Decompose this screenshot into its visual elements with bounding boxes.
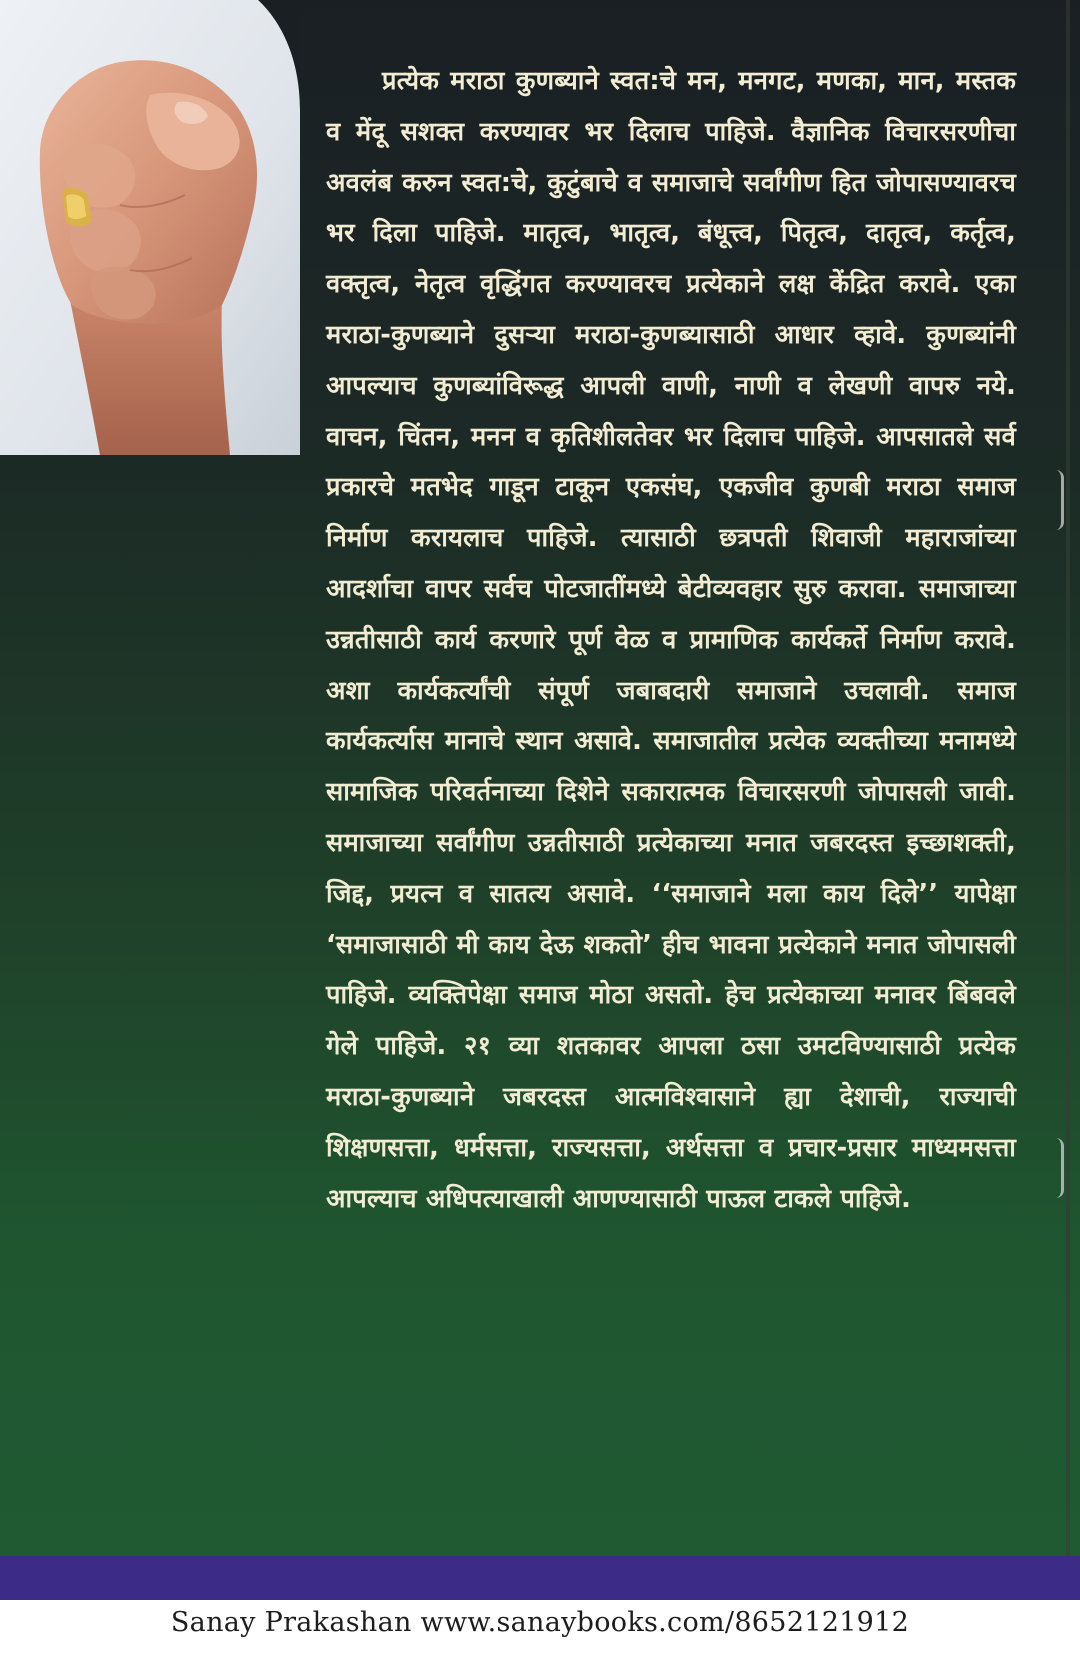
fist-photo	[0, 0, 300, 455]
body-paragraph: प्रत्येक मराठा कुणब्याने स्वत:चे मन, मनगट, मणका, मान, मस्तक व मेंदू सशक्त करण्यावर भर दिलाच पाहिजे. वैज्ञानिक विचारसरणीचा अवलंब करुन स्वत:चे, कुटुंबाचे व समाजाचे सर्वांगीण हित जोपासण्यावरच भर दिला पाहिजे. मातृत्व, भातृत्व, बंधूत्त्व, पितृत्व, दातृत्व, कर्तृत्व, वक्तृत्व, नेतृत्व वृद्धिंगत करण्यावरच प्रत्येकाने लक्ष केंद्रित करावे. एका मराठा-कुणब्याने दुसऱ्या मराठा-कुणब्यासाठी आधार व्हावे. कुणब्यांनी आपल्याच कुणब्यांविरूद्ध आपली वाणी, नाणी व लेखणी वापरु नये. वाचन, चिंतन, मनन व कृतिशीलतेवर भर दिलाच पाहिजे. आपसातले सर्व प्रकारचे मतभेद गाडून टाकून एकसंघ, एकजीव कुणबी मराठा समाज निर्माण करायलाच पाहिजे. त्यासाठी छत्रपती शिवाजी महाराजांच्या आदर्शाचा वापर सर्वच पोटजातींमध्ये बेटीव्यवहार सुरु करावा. समाजाच्या उन्नतीसाठी कार्य करणारे पूर्ण वेळ व प्रामाणिक कार्यकर्ते निर्माण करावे. अशा कार्यकर्त्यांची संपूर्ण जबाबदारी समाजाने उचलावी. समाज कार्यकर्त्यास मानाचे स्थान असावे. समाजातील प्रत्येक व्यक्तीच्या मनामध्ये सामाजिक परिवर्तनाच्या दिशेने सकारात्मक विचारसरणी जोपासली जावी. समाजाच्या सर्वांगीण उन्नतीसाठी प्रत्येकाच्या मनात जबरदस्त इच्छाशक्ती, जिद्द, प्रयत्न व सातत्य असावे. ‘‘समाजाने मला काय दिले’’ यापेक्षा ‘समाजासाठी मी काय देऊ शकतो’ हीच भावना प्रत्येकाने मनात जोपासली पाहिजे. व्यक्तिपेक्षा समाज मोठा असतो. हेच प्रत्येकाच्या मनावर बिंबवले गेले पाहिजे. २१ व्या शतकावर आपला ठसा उमटविण्यासाठी प्रत्येक मराठा-कुणब्याने जबरदस्त आत्मविश्वासाने ह्या देशाची, राज्याची शिक्षणसत्ता, धर्मसत्ता, राज्यसत्ता, अर्थसत्ता व प्रचार-प्रसार माध्यमसत्ता आपल्याच अधिपत्याखाली आणण्यासाठी पाऊल टाकले पाहिजे.	[326, 66, 1016, 1214]
binding-staple-bottom	[1054, 1138, 1064, 1198]
publisher-footer: Sanay Prakashan www.sanaybooks.com/8652121912	[0, 1600, 1080, 1662]
raised-fist-icon	[0, 0, 300, 455]
spine-edge	[1066, 0, 1070, 1556]
bottom-color-band	[0, 1556, 1080, 1600]
binding-staple-top	[1054, 470, 1064, 530]
